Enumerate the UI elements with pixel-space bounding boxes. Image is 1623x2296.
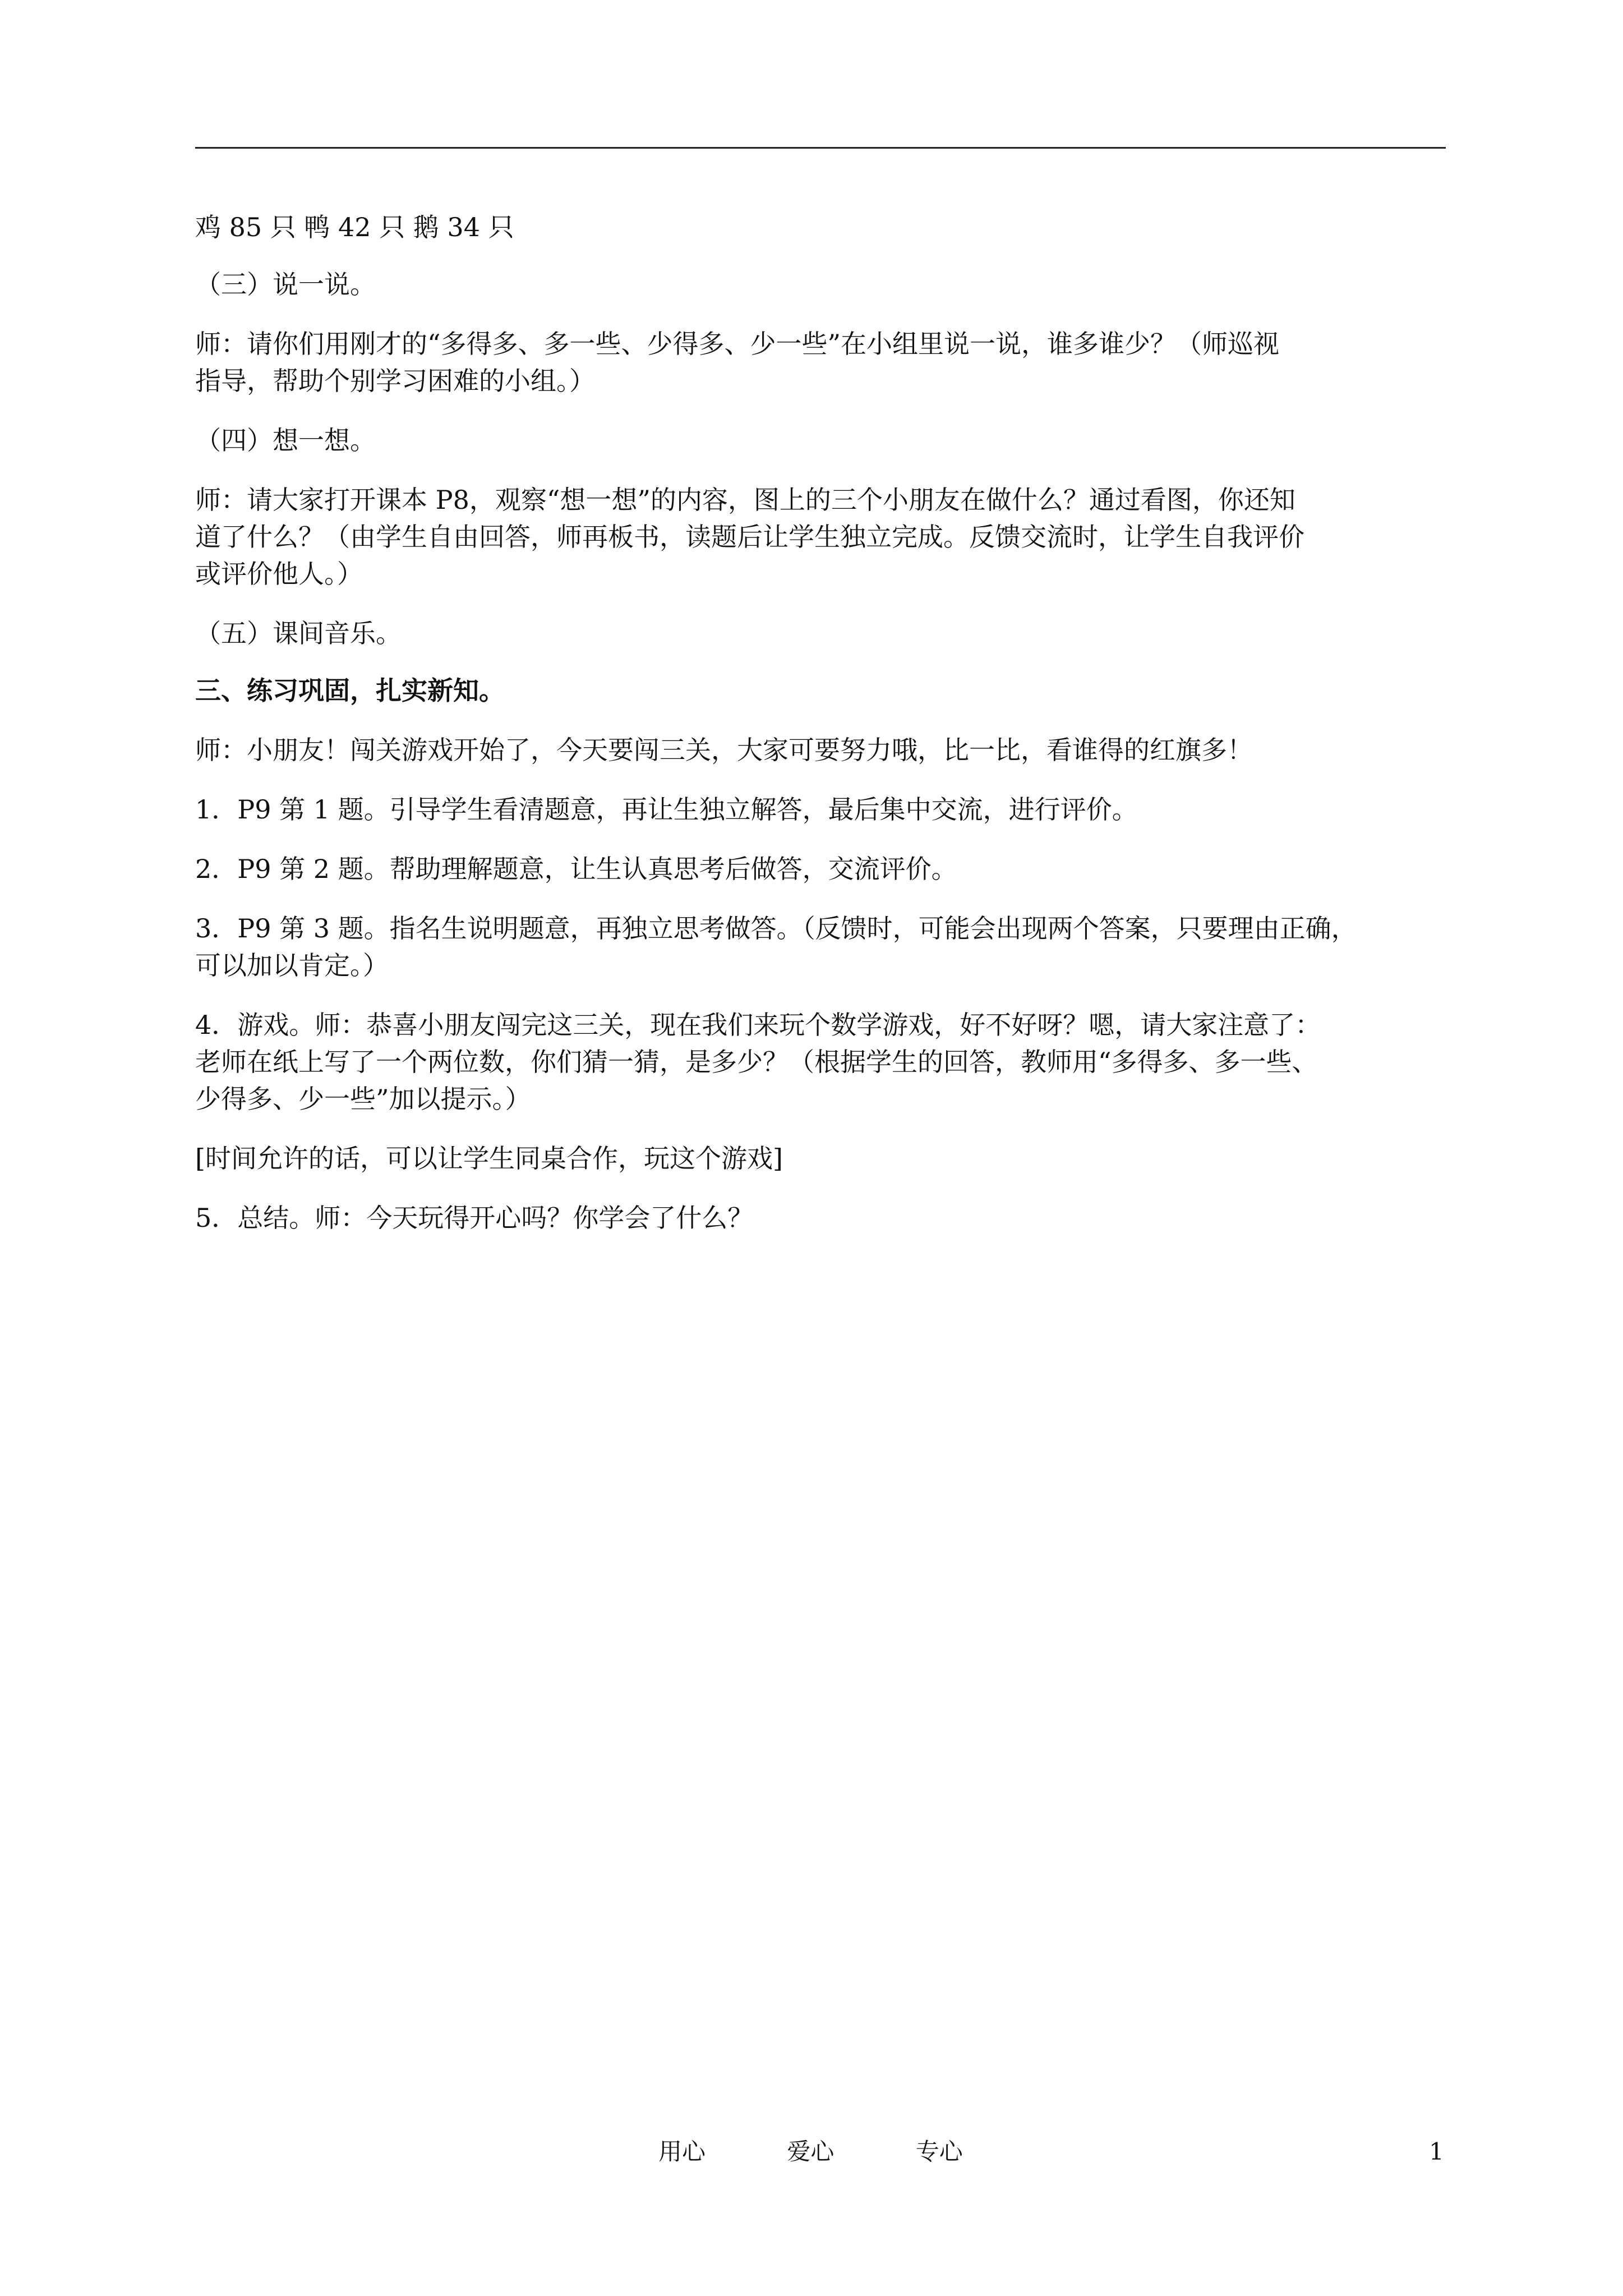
text-line: 道了什么？（由学生自由回答，师再板书，读题后让学生独立完成。反馈交流时，让学生自我评价 <box>195 522 1304 552</box>
paragraph-item-5 <box>195 1199 1446 1236</box>
paragraph-item-2 <box>195 850 1446 887</box>
text-line: （三）说一说。 <box>195 269 376 300</box>
text-line: 4．游戏。师：恭喜小朋友闯完这三关，现在我们来玩个数学游戏，好不好呀？嗯，请大家注意了： <box>195 1010 1321 1040</box>
document-body <box>195 209 1446 1236</box>
footer-word-1: 用心 <box>658 2138 706 2165</box>
text-line: 3．P9 第 3 题。指名生说明题意，再独立思考做答。（反馈时，可能会出现两个答案，只要理由正确， <box>195 913 1357 944</box>
paragraph-chicken-duck-goose <box>195 209 1446 246</box>
footer-motto <box>658 2135 963 2169</box>
text-line: 鸡 85 只 鸭 42 只 鹅 34 只 <box>195 212 514 242</box>
text-line: [时间允许的话，可以让学生同桌合作，玩这个游戏] <box>195 1143 783 1174</box>
paragraph-item-3 <box>195 910 1446 984</box>
text-line: （五）课间音乐。 <box>195 618 402 648</box>
text-line: 师：小朋友！闯关游戏开始了，今天要闯三关，大家可要努力哦，比一比，看谁得的红旗多！ <box>195 735 1253 765</box>
text-line: 少得多、少一些”加以提示。） <box>195 1084 531 1114</box>
paragraph-item-4 <box>195 1006 1446 1117</box>
text-line: 5．总结。师：今天玩得开心吗？你学会了什么？ <box>195 1203 754 1233</box>
paragraph-teacher-game <box>195 731 1446 769</box>
text-line: 师：请大家打开课本 P8，观察“想一想”的内容，图上的三个小朋友在做什么？通过看图，你还知 <box>195 485 1295 515</box>
paragraph-teacher-say <box>195 325 1446 399</box>
header-rule <box>195 147 1446 149</box>
paragraph-teacher-think <box>195 481 1446 592</box>
paragraph-heading-practice <box>195 672 1446 709</box>
paragraph-note-time <box>195 1140 1446 1177</box>
text-line: （四）想一想。 <box>195 425 376 455</box>
paragraph-section-think <box>195 422 1446 459</box>
footer-word-2: 爱心 <box>787 2138 834 2165</box>
text-line: 可以加以肯定。） <box>195 950 389 981</box>
paragraph-section-say <box>195 266 1446 303</box>
text-line: 或评价他人。） <box>195 559 363 589</box>
text-line: 老师在纸上写了一个两位数，你们猜一猜，是多少？（根据学生的回答，教师用“多得多、多一些、 <box>195 1047 1318 1077</box>
paragraph-section-music <box>195 615 1446 652</box>
text-line: 指导，帮助个别学习困难的小组。） <box>195 366 595 396</box>
text-line: 1．P9 第 1 题。引导学生看清题意，再让生独立解答，最后集中交流，进行评价。 <box>195 794 1138 825</box>
paragraph-item-1 <box>195 791 1446 828</box>
text-line: 2．P9 第 2 题。帮助理解题意，让生认真思考后做答，交流评价。 <box>195 854 957 884</box>
text-line: 三、练习巩固，扎实新知。 <box>195 675 505 706</box>
footer-word-3: 专心 <box>915 2138 963 2165</box>
page-number: 1 <box>1429 2138 1444 2165</box>
text-line: 师：请你们用刚才的“多得多、多一些、少得多、少一些”在小组里说一说，谁多谁少？（师巡视 <box>195 329 1280 359</box>
